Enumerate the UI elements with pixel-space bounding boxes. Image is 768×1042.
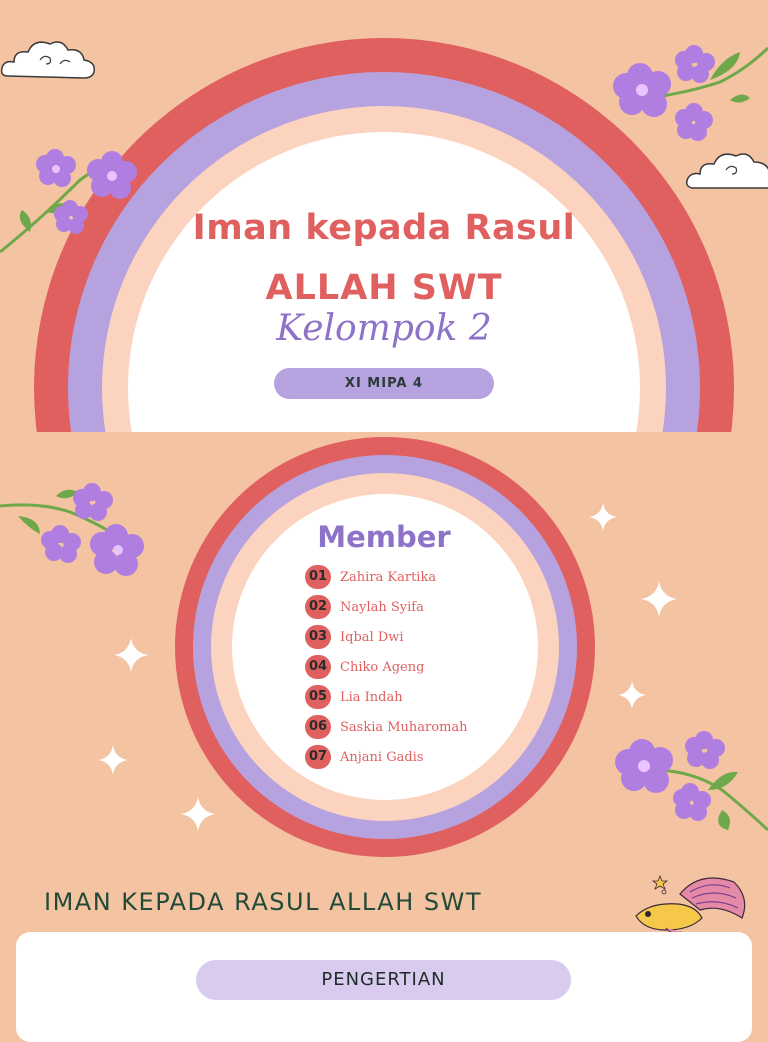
member-name: Anjani Gadis xyxy=(340,749,424,765)
sparkle-icon xyxy=(97,744,129,776)
member-number-badge: 01 xyxy=(305,565,331,589)
member-name: Zahira Kartika xyxy=(340,569,437,585)
member-heading: Member xyxy=(317,520,451,554)
member-number-badge: 03 xyxy=(305,625,331,649)
member-name: Naylah Syifa xyxy=(340,599,424,615)
flower-icon xyxy=(610,40,768,140)
list-item xyxy=(305,742,545,772)
section-title: IMAN KEPADA RASUL ALLAH SWT xyxy=(44,888,482,916)
list-item xyxy=(305,682,545,712)
sparkle-icon xyxy=(113,637,149,673)
cover-title-line2: ALLAH SWT xyxy=(265,268,503,308)
member-number-badge: 02 xyxy=(305,595,331,619)
fish-icon xyxy=(630,874,750,938)
list-item xyxy=(305,652,545,682)
member-name: Lia Indah xyxy=(340,689,403,705)
member-name: Iqbal Dwi xyxy=(340,629,404,645)
member-number-badge: 06 xyxy=(305,715,331,739)
sparkle-icon xyxy=(180,796,216,832)
pengertian-label: PENGERTIAN xyxy=(196,960,571,1000)
member-number-badge: 07 xyxy=(305,745,331,769)
class-badge: XI MIPA 4 xyxy=(274,368,494,399)
list-item xyxy=(305,562,545,592)
group-label: Kelompok 2 xyxy=(276,308,492,349)
sparkle-icon xyxy=(640,580,678,618)
list-item xyxy=(305,622,545,652)
list-item xyxy=(305,592,545,622)
member-number-badge: 04 xyxy=(305,655,331,679)
cloud-icon xyxy=(684,132,768,192)
member-name: Saskia Muharomah xyxy=(340,719,468,735)
cover-title-line1: Iman kepada Rasul xyxy=(192,208,576,248)
flower-icon xyxy=(612,730,768,840)
member-list xyxy=(305,562,545,772)
sparkle-icon xyxy=(617,680,647,710)
list-item xyxy=(305,712,545,742)
sparkle-icon xyxy=(588,502,618,532)
member-number-badge: 05 xyxy=(305,685,331,709)
cloud-icon xyxy=(0,24,100,84)
member-name: Chiko Ageng xyxy=(340,659,425,675)
